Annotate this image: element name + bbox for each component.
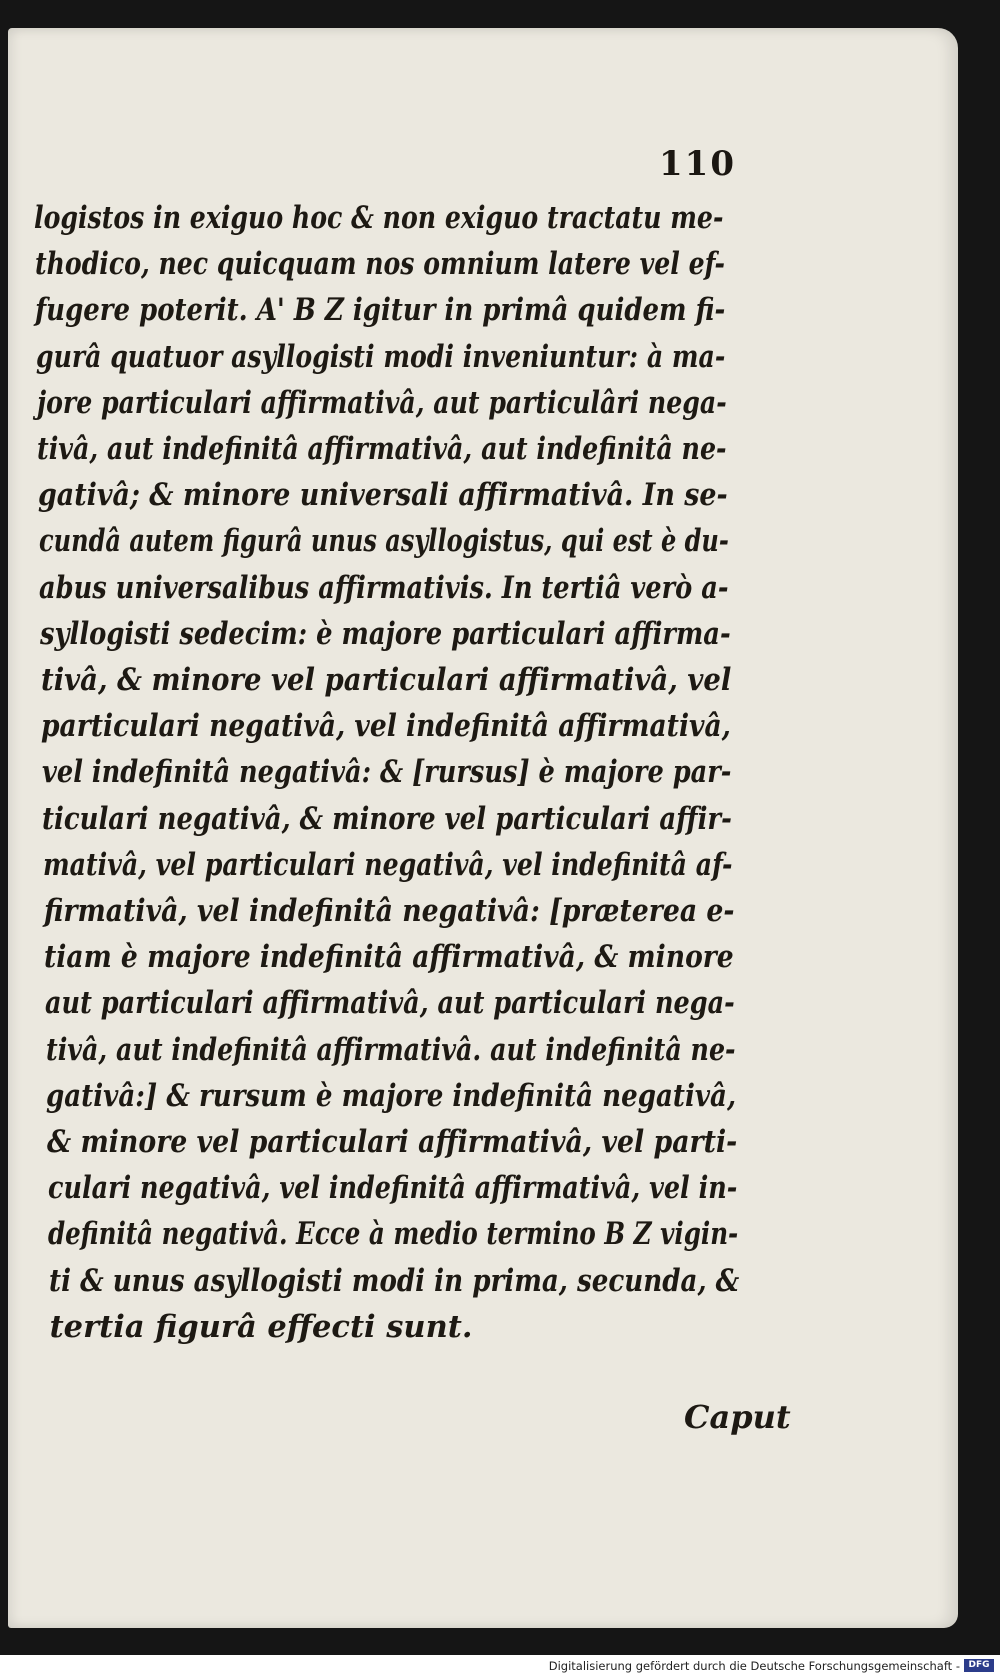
text-line: ti & unus asyllogisti modi in prima, secunda, & [48,1262,740,1299]
text-line: & minore vel particulari affirmativâ, vel parti- [47,1124,738,1160]
text-line: aut particulari affirmativâ, aut particulari nega- [45,985,735,1022]
text-line: vel indefinitâ negativâ: & [rursus] è majore par- [41,754,732,791]
text-line: mativâ, vel particulari negativâ, vel indefinitâ af- [43,846,733,883]
text-line: firmativâ, vel indefinitâ negativâ: [præterea e- [43,893,735,929]
text-line: tivâ, aut indefinitâ affirmativâ, aut indefinitâ ne- [37,431,727,467]
text-line: definitâ negativâ. Ecce à medio termino B Z vigin- [48,1216,739,1253]
text-line: abus universalibus affirmativis. In tertiâ verò a- [39,569,729,606]
text-line: tertia figurâ effecti sunt. [49,1308,473,1345]
text-line: thodico, nec quicquam nos omnium latere vel ef- [34,246,725,283]
text-line: syllogisti sedecim: è majore particulari affirma- [39,615,731,652]
text-line: fugere poterit. A' B Z igitur in primâ quidem fi- [35,292,726,329]
text-line: tivâ, & minore vel particulari affirmativâ, vel [40,662,731,698]
text-line: particulari negativâ, vel indefinitâ affirmativâ, [41,708,732,745]
text-line: jore particulari affirmativâ, aut particulâri nega- [36,384,727,421]
text-line: tivâ, aut indefinitâ affirmativâ. aut indefinitâ ne- [45,1031,736,1068]
text-line: logistos in exiguo hoc & non exiguo tractatu me- [34,200,724,236]
footer-credit: Digitalisierung gefördert durch die Deutsche Forschungsgemeinschaft - [548,1659,960,1673]
text-line: gativâ:] & rursum è majore indefinitâ negativâ, [46,1077,737,1114]
text-line: culari negativâ, vel indefinitâ affirmativâ, vel in- [47,1170,737,1207]
text-line: ticulari negativâ, & minore vel particulari affir- [42,800,733,837]
text-line: cundâ autem figurâ unus asyllogistus, qui est è du- [38,523,729,560]
text-line: gativâ; & minore universali affirmativâ. In se- [37,477,728,514]
text-line: tiam è majore indefinitâ affirmativâ, & minore [44,939,735,976]
dfg-logo: DFG [964,1659,994,1672]
book-page [8,28,958,1628]
catchword: Caput [684,1398,791,1436]
page-number: 110 [659,144,736,184]
text-line: gurâ quatuor asyllogisti modi inveniuntur: à ma- [35,338,726,375]
